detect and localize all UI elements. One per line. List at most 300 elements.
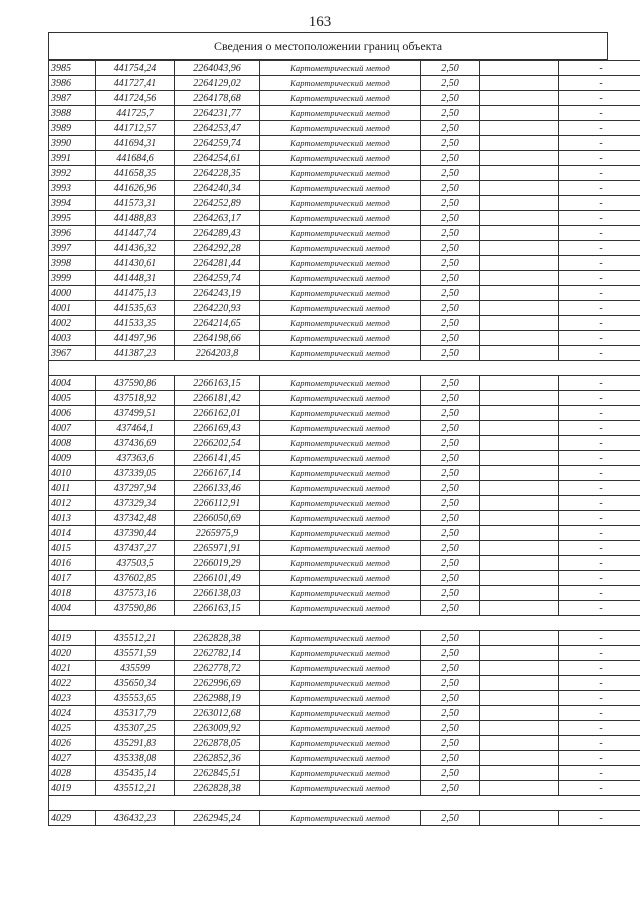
accuracy: 2,50 bbox=[421, 751, 480, 766]
coord-y: 2266050,69 bbox=[175, 511, 260, 526]
coord-x: 435512,21 bbox=[96, 781, 175, 796]
coord-y: 2266101,49 bbox=[175, 571, 260, 586]
empty-cell bbox=[480, 166, 559, 181]
coord-x: 437464,1 bbox=[96, 421, 175, 436]
coord-x: 441488,83 bbox=[96, 211, 175, 226]
point-number: 3990 bbox=[49, 136, 96, 151]
point-number: 4005 bbox=[49, 391, 96, 406]
empty-cell bbox=[480, 211, 559, 226]
table-row bbox=[49, 526, 640, 541]
empty-cell bbox=[480, 256, 559, 271]
accuracy: 2,50 bbox=[421, 526, 480, 541]
coord-y: 2266162,01 bbox=[175, 406, 260, 421]
method: Картометрический метод bbox=[260, 781, 421, 796]
table-row bbox=[49, 766, 640, 781]
point-number: 3991 bbox=[49, 151, 96, 166]
separator-cell bbox=[96, 616, 175, 631]
point-number: 4019 bbox=[49, 631, 96, 646]
method: Картометрический метод bbox=[260, 436, 421, 451]
method: Картометрический метод bbox=[260, 136, 421, 151]
method: Картометрический метод bbox=[260, 676, 421, 691]
dash-cell: - bbox=[559, 706, 640, 721]
dash-cell: - bbox=[559, 316, 640, 331]
accuracy: 2,50 bbox=[421, 346, 480, 361]
separator-cell bbox=[421, 361, 480, 376]
coord-x: 437297,94 bbox=[96, 481, 175, 496]
accuracy: 2,50 bbox=[421, 466, 480, 481]
point-number: 4018 bbox=[49, 586, 96, 601]
point-number: 4027 bbox=[49, 751, 96, 766]
dash-cell: - bbox=[559, 301, 640, 316]
coord-y: 2264292,28 bbox=[175, 241, 260, 256]
method: Картометрический метод bbox=[260, 76, 421, 91]
accuracy: 2,50 bbox=[421, 571, 480, 586]
point-number: 4017 bbox=[49, 571, 96, 586]
coord-y: 2262778,72 bbox=[175, 661, 260, 676]
point-number: 4003 bbox=[49, 331, 96, 346]
point-number: 4028 bbox=[49, 766, 96, 781]
table-row bbox=[49, 136, 640, 151]
table-row bbox=[49, 556, 640, 571]
coord-x: 437342,48 bbox=[96, 511, 175, 526]
point-number: 4004 bbox=[49, 376, 96, 391]
coord-y: 2264178,68 bbox=[175, 91, 260, 106]
table-row bbox=[49, 601, 640, 616]
accuracy: 2,50 bbox=[421, 541, 480, 556]
accuracy: 2,50 bbox=[421, 691, 480, 706]
point-number: 3995 bbox=[49, 211, 96, 226]
separator-cell bbox=[175, 616, 260, 631]
dash-cell: - bbox=[559, 106, 640, 121]
coord-x: 441497,96 bbox=[96, 331, 175, 346]
accuracy: 2,50 bbox=[421, 781, 480, 796]
accuracy: 2,50 bbox=[421, 496, 480, 511]
point-number: 3988 bbox=[49, 106, 96, 121]
dash-cell: - bbox=[559, 391, 640, 406]
method: Картометрический метод bbox=[260, 61, 421, 76]
method: Картометрический метод bbox=[260, 736, 421, 751]
empty-cell bbox=[480, 181, 559, 196]
coord-y: 2264254,61 bbox=[175, 151, 260, 166]
coord-x: 435307,25 bbox=[96, 721, 175, 736]
method: Картометрический метод bbox=[260, 511, 421, 526]
coord-x: 441436,32 bbox=[96, 241, 175, 256]
dash-cell: - bbox=[559, 76, 640, 91]
accuracy: 2,50 bbox=[421, 481, 480, 496]
dash-cell: - bbox=[559, 811, 640, 826]
separator-cell bbox=[260, 796, 421, 811]
table-row bbox=[49, 736, 640, 751]
dash-cell: - bbox=[559, 556, 640, 571]
point-number: 4015 bbox=[49, 541, 96, 556]
empty-cell bbox=[480, 646, 559, 661]
point-number: 4002 bbox=[49, 316, 96, 331]
accuracy: 2,50 bbox=[421, 436, 480, 451]
table-row bbox=[49, 706, 640, 721]
coord-x: 436432,23 bbox=[96, 811, 175, 826]
point-number: 4020 bbox=[49, 646, 96, 661]
table-row bbox=[49, 691, 640, 706]
method: Картометрический метод bbox=[260, 181, 421, 196]
empty-cell bbox=[480, 706, 559, 721]
empty-cell bbox=[480, 196, 559, 211]
point-number: 4004 bbox=[49, 601, 96, 616]
coord-y: 2266163,15 bbox=[175, 376, 260, 391]
accuracy: 2,50 bbox=[421, 106, 480, 121]
dash-cell: - bbox=[559, 226, 640, 241]
empty-cell bbox=[480, 451, 559, 466]
coord-y: 2264203,8 bbox=[175, 346, 260, 361]
point-number: 4013 bbox=[49, 511, 96, 526]
coord-x: 441430,61 bbox=[96, 256, 175, 271]
accuracy: 2,50 bbox=[421, 451, 480, 466]
point-number: 3986 bbox=[49, 76, 96, 91]
empty-cell bbox=[480, 91, 559, 106]
coord-y: 2264228,35 bbox=[175, 166, 260, 181]
coord-y: 2262996,69 bbox=[175, 676, 260, 691]
empty-cell bbox=[480, 676, 559, 691]
dash-cell: - bbox=[559, 526, 640, 541]
table-row bbox=[49, 91, 640, 106]
table-row bbox=[49, 151, 640, 166]
empty-cell bbox=[480, 496, 559, 511]
accuracy: 2,50 bbox=[421, 811, 480, 826]
coord-y: 2262852,36 bbox=[175, 751, 260, 766]
dash-cell: - bbox=[559, 406, 640, 421]
point-number: 3989 bbox=[49, 121, 96, 136]
method: Картометрический метод bbox=[260, 106, 421, 121]
accuracy: 2,50 bbox=[421, 421, 480, 436]
accuracy: 2,50 bbox=[421, 676, 480, 691]
empty-cell bbox=[480, 241, 559, 256]
coord-x: 437518,92 bbox=[96, 391, 175, 406]
group-separator bbox=[49, 616, 640, 631]
dash-cell: - bbox=[559, 466, 640, 481]
accuracy: 2,50 bbox=[421, 556, 480, 571]
table-row bbox=[49, 781, 640, 796]
point-number: 3985 bbox=[49, 61, 96, 76]
point-number: 4029 bbox=[49, 811, 96, 826]
point-number: 4016 bbox=[49, 556, 96, 571]
coord-x: 435317,79 bbox=[96, 706, 175, 721]
empty-cell bbox=[480, 781, 559, 796]
coord-y: 2262828,38 bbox=[175, 781, 260, 796]
method: Картометрический метод bbox=[260, 391, 421, 406]
separator-cell bbox=[559, 796, 640, 811]
table-row bbox=[49, 256, 640, 271]
point-number: 3998 bbox=[49, 256, 96, 271]
coord-y: 2266202,54 bbox=[175, 436, 260, 451]
separator-cell bbox=[96, 796, 175, 811]
coord-x: 441725,7 bbox=[96, 106, 175, 121]
table-row bbox=[49, 106, 640, 121]
point-number: 4026 bbox=[49, 736, 96, 751]
page-number: 163 bbox=[308, 14, 332, 30]
coord-x: 437390,44 bbox=[96, 526, 175, 541]
method: Картометрический метод bbox=[260, 706, 421, 721]
table-row bbox=[49, 286, 640, 301]
coord-x: 435553,65 bbox=[96, 691, 175, 706]
coord-y: 2264263,17 bbox=[175, 211, 260, 226]
coord-y: 2264252,89 bbox=[175, 196, 260, 211]
accuracy: 2,50 bbox=[421, 271, 480, 286]
coord-x: 437436,69 bbox=[96, 436, 175, 451]
coord-y: 2263009,92 bbox=[175, 721, 260, 736]
empty-cell bbox=[480, 226, 559, 241]
table-row bbox=[49, 481, 640, 496]
empty-cell bbox=[480, 76, 559, 91]
coord-x: 441626,96 bbox=[96, 181, 175, 196]
accuracy: 2,50 bbox=[421, 316, 480, 331]
coord-x: 441712,57 bbox=[96, 121, 175, 136]
dash-cell: - bbox=[559, 691, 640, 706]
method: Картометрический метод bbox=[260, 346, 421, 361]
coord-x: 441533,35 bbox=[96, 316, 175, 331]
coord-x: 441694,31 bbox=[96, 136, 175, 151]
accuracy: 2,50 bbox=[421, 376, 480, 391]
empty-cell bbox=[480, 736, 559, 751]
coord-y: 2264243,19 bbox=[175, 286, 260, 301]
accuracy: 2,50 bbox=[421, 661, 480, 676]
method: Картометрический метод bbox=[260, 226, 421, 241]
method: Картометрический метод bbox=[260, 271, 421, 286]
point-number: 3987 bbox=[49, 91, 96, 106]
point-number: 4021 bbox=[49, 661, 96, 676]
coord-x: 437573,16 bbox=[96, 586, 175, 601]
coord-x: 441448,31 bbox=[96, 271, 175, 286]
method: Картометрический метод bbox=[260, 556, 421, 571]
coord-y: 2265971,91 bbox=[175, 541, 260, 556]
coord-x: 441535,63 bbox=[96, 301, 175, 316]
method: Картометрический метод bbox=[260, 406, 421, 421]
method: Картометрический метод bbox=[260, 751, 421, 766]
point-number: 4009 bbox=[49, 451, 96, 466]
table-row bbox=[49, 511, 640, 526]
point-number: 4024 bbox=[49, 706, 96, 721]
separator-cell bbox=[49, 616, 96, 631]
table-row bbox=[49, 376, 640, 391]
empty-cell bbox=[480, 391, 559, 406]
table-row bbox=[49, 811, 640, 826]
dash-cell: - bbox=[559, 541, 640, 556]
table-row bbox=[49, 121, 640, 136]
separator-cell bbox=[260, 616, 421, 631]
table-row bbox=[49, 631, 640, 646]
coord-x: 435512,21 bbox=[96, 631, 175, 646]
coord-y: 2264259,74 bbox=[175, 136, 260, 151]
method: Картометрический метод bbox=[260, 601, 421, 616]
coord-x: 441754,24 bbox=[96, 61, 175, 76]
point-number: 3967 bbox=[49, 346, 96, 361]
point-number: 4022 bbox=[49, 676, 96, 691]
empty-cell bbox=[480, 406, 559, 421]
method: Картометрический метод bbox=[260, 571, 421, 586]
coord-x: 441658,35 bbox=[96, 166, 175, 181]
point-number: 3992 bbox=[49, 166, 96, 181]
separator-cell bbox=[421, 796, 480, 811]
method: Картометрический метод bbox=[260, 451, 421, 466]
coord-y: 2264043,96 bbox=[175, 61, 260, 76]
empty-cell bbox=[480, 421, 559, 436]
empty-cell bbox=[480, 121, 559, 136]
empty-cell bbox=[480, 571, 559, 586]
point-number: 4001 bbox=[49, 301, 96, 316]
dash-cell: - bbox=[559, 511, 640, 526]
coord-y: 2266112,91 bbox=[175, 496, 260, 511]
coord-x: 441684,6 bbox=[96, 151, 175, 166]
accuracy: 2,50 bbox=[421, 391, 480, 406]
point-number: 4023 bbox=[49, 691, 96, 706]
table-row bbox=[49, 196, 640, 211]
coord-y: 2264259,74 bbox=[175, 271, 260, 286]
dash-cell: - bbox=[559, 766, 640, 781]
dash-cell: - bbox=[559, 631, 640, 646]
accuracy: 2,50 bbox=[421, 286, 480, 301]
empty-cell bbox=[480, 151, 559, 166]
empty-cell bbox=[480, 106, 559, 121]
table-row bbox=[49, 646, 640, 661]
empty-cell bbox=[480, 466, 559, 481]
coord-x: 437329,34 bbox=[96, 496, 175, 511]
dash-cell: - bbox=[559, 481, 640, 496]
coord-x: 441573,31 bbox=[96, 196, 175, 211]
empty-cell bbox=[480, 136, 559, 151]
separator-cell bbox=[96, 361, 175, 376]
accuracy: 2,50 bbox=[421, 406, 480, 421]
accuracy: 2,50 bbox=[421, 586, 480, 601]
group-separator bbox=[49, 796, 640, 811]
accuracy: 2,50 bbox=[421, 646, 480, 661]
table-row bbox=[49, 181, 640, 196]
coord-x: 437590,86 bbox=[96, 376, 175, 391]
coord-x: 437363,6 bbox=[96, 451, 175, 466]
empty-cell bbox=[480, 526, 559, 541]
table-row bbox=[49, 571, 640, 586]
empty-cell bbox=[480, 601, 559, 616]
dash-cell: - bbox=[559, 121, 640, 136]
point-number: 3993 bbox=[49, 181, 96, 196]
empty-cell bbox=[480, 436, 559, 451]
separator-cell bbox=[480, 616, 559, 631]
dash-cell: - bbox=[559, 196, 640, 211]
coordinates-table bbox=[48, 60, 640, 826]
coord-y: 2264253,47 bbox=[175, 121, 260, 136]
coord-y: 2264220,93 bbox=[175, 301, 260, 316]
method: Картометрический метод bbox=[260, 691, 421, 706]
point-number: 3997 bbox=[49, 241, 96, 256]
table-row bbox=[49, 301, 640, 316]
coord-x: 437590,86 bbox=[96, 601, 175, 616]
dash-cell: - bbox=[559, 211, 640, 226]
table-row bbox=[49, 316, 640, 331]
coord-y: 2266138,03 bbox=[175, 586, 260, 601]
table-row bbox=[49, 436, 640, 451]
coord-y: 2262878,05 bbox=[175, 736, 260, 751]
table-row bbox=[49, 451, 640, 466]
coord-y: 2266133,46 bbox=[175, 481, 260, 496]
separator-cell bbox=[559, 616, 640, 631]
coordinates-table-body bbox=[49, 61, 640, 826]
empty-cell bbox=[480, 721, 559, 736]
empty-cell bbox=[480, 376, 559, 391]
accuracy: 2,50 bbox=[421, 721, 480, 736]
table-row bbox=[49, 421, 640, 436]
coord-y: 2264231,77 bbox=[175, 106, 260, 121]
method: Картометрический метод bbox=[260, 541, 421, 556]
method: Картометрический метод bbox=[260, 586, 421, 601]
coord-x: 441447,74 bbox=[96, 226, 175, 241]
method: Картометрический метод bbox=[260, 166, 421, 181]
dash-cell: - bbox=[559, 676, 640, 691]
coord-y: 2262845,51 bbox=[175, 766, 260, 781]
coord-x: 437339,05 bbox=[96, 466, 175, 481]
method: Картометрический метод bbox=[260, 421, 421, 436]
point-number: 4008 bbox=[49, 436, 96, 451]
coord-x: 435435,14 bbox=[96, 766, 175, 781]
accuracy: 2,50 bbox=[421, 766, 480, 781]
table-row bbox=[49, 346, 640, 361]
dash-cell: - bbox=[559, 586, 640, 601]
coord-y: 2265975,9 bbox=[175, 526, 260, 541]
empty-cell bbox=[480, 751, 559, 766]
dash-cell: - bbox=[559, 256, 640, 271]
empty-cell bbox=[480, 541, 559, 556]
coord-x: 435338,08 bbox=[96, 751, 175, 766]
dash-cell: - bbox=[559, 601, 640, 616]
separator-cell bbox=[421, 616, 480, 631]
separator-cell bbox=[175, 361, 260, 376]
method: Картометрический метод bbox=[260, 496, 421, 511]
point-number: 4006 bbox=[49, 406, 96, 421]
dash-cell: - bbox=[559, 241, 640, 256]
empty-cell bbox=[480, 481, 559, 496]
table-row bbox=[49, 586, 640, 601]
group-separator bbox=[49, 361, 640, 376]
coord-y: 2266181,42 bbox=[175, 391, 260, 406]
dash-cell: - bbox=[559, 61, 640, 76]
empty-cell bbox=[480, 301, 559, 316]
empty-cell bbox=[480, 661, 559, 676]
point-number: 3996 bbox=[49, 226, 96, 241]
method: Картометрический метод bbox=[260, 286, 421, 301]
method: Картометрический метод bbox=[260, 811, 421, 826]
dash-cell: - bbox=[559, 421, 640, 436]
coord-x: 435291,83 bbox=[96, 736, 175, 751]
dash-cell: - bbox=[559, 376, 640, 391]
method: Картометрический метод bbox=[260, 526, 421, 541]
accuracy: 2,50 bbox=[421, 301, 480, 316]
point-number: 4019 bbox=[49, 781, 96, 796]
accuracy: 2,50 bbox=[421, 121, 480, 136]
empty-cell bbox=[480, 61, 559, 76]
coord-y: 2262782,14 bbox=[175, 646, 260, 661]
point-number: 4025 bbox=[49, 721, 96, 736]
table-row bbox=[49, 466, 640, 481]
coord-y: 2266163,15 bbox=[175, 601, 260, 616]
table-row bbox=[49, 166, 640, 181]
point-number: 4007 bbox=[49, 421, 96, 436]
empty-cell bbox=[480, 811, 559, 826]
accuracy: 2,50 bbox=[421, 511, 480, 526]
coord-x: 437437,27 bbox=[96, 541, 175, 556]
coord-y: 2266167,14 bbox=[175, 466, 260, 481]
empty-cell bbox=[480, 556, 559, 571]
table-row bbox=[49, 271, 640, 286]
table-row bbox=[49, 676, 640, 691]
separator-cell bbox=[260, 361, 421, 376]
coord-x: 435650,34 bbox=[96, 676, 175, 691]
accuracy: 2,50 bbox=[421, 166, 480, 181]
